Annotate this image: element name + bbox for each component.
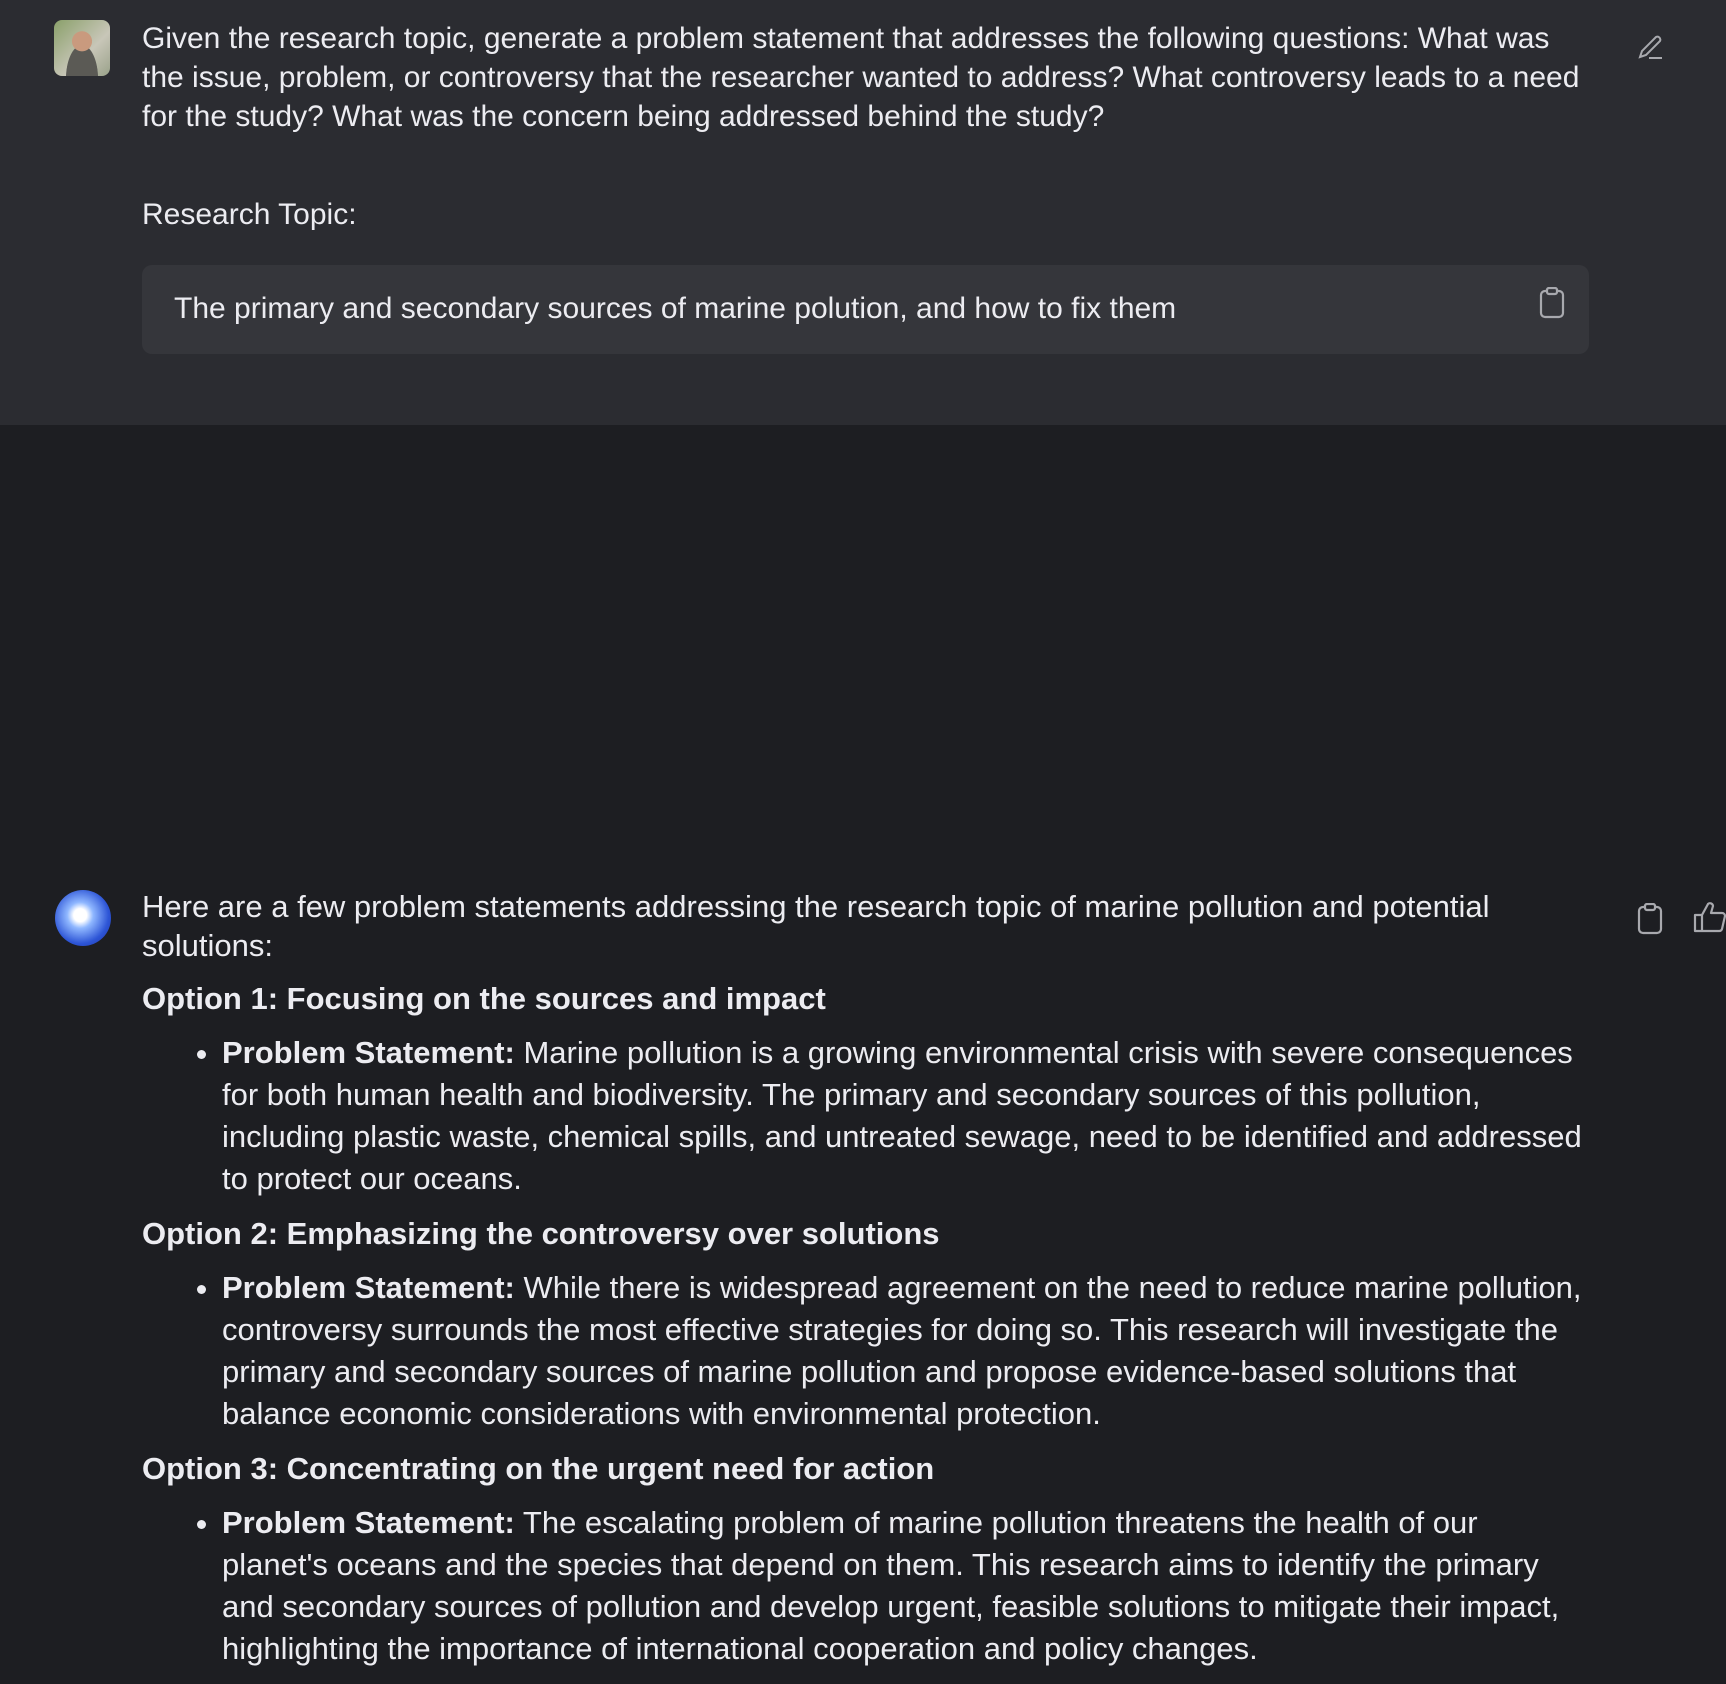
topic-code-text: The primary and secondary sources of marine polution, and how to fix them [174, 292, 1177, 325]
topic-label: Research Topic: [142, 198, 357, 231]
problem-statement-label: Problem Statement: [222, 1505, 515, 1540]
problem-statement-text: The escalating problem of marine pollution threatens the health of our planet's oceans and the species that depend on them. This research aims to identify the primary and secondary sources of pollution and develop urgent, feasible solutions to mitigate their impact, highlighting the importance of international cooperation and policy changes. [222, 1505, 1560, 1666]
option-heading: Option 3: Concentrating on the urgent need for action [142, 1451, 935, 1486]
option-heading: Option 1: Focusing on the sources and impact [142, 981, 826, 1016]
edit-icon[interactable] [1636, 33, 1664, 61]
problem-statement-text: While there is widespread agreement on the need to reduce marine pollution, controversy surrounds the most effective strategies for doing so. This research will investigate the primary and secondary sources of marine pollution and propose evidence-based solutions that balance economic considerations with environmental protection. [222, 1270, 1582, 1431]
thumbs-up-icon[interactable] [1693, 901, 1726, 933]
problem-statement-label: Problem Statement: [222, 1270, 515, 1305]
assistant-response [142, 887, 1582, 1684]
problem-statement-label: Problem Statement: [222, 1035, 515, 1070]
copy-code-icon[interactable] [1539, 287, 1565, 319]
user-prompt: Given the research topic, generate a problem statement that addresses the following questions: What was the issue, problem, or controversy that the researcher wanted to address? What controversy leads to a need for the study? What was the concern being addressed behind the study? [142, 22, 1580, 133]
assistant-avatar [55, 890, 111, 946]
user-message [0, 0, 1726, 425]
problem-statement [222, 1502, 1582, 1670]
problem-statement-text: Marine pollution is a growing environmental crisis with severe consequences for both human health and biodiversity. The primary and secondary sources of this pollution, including plastic waste, chemical spills, and untreated sewage, need to be identified and addressed to protect our oceans. [222, 1035, 1582, 1196]
problem-statement [222, 1032, 1582, 1200]
problem-statement [222, 1267, 1582, 1435]
response-intro: Here are a few problem statements addressing the research topic of marine pollution and potential solutions: [142, 889, 1490, 963]
copy-icon[interactable] [1637, 903, 1663, 935]
user-avatar [54, 20, 110, 76]
topic-code-block [142, 265, 1589, 354]
option-heading: Option 2: Emphasizing the controversy over solutions [142, 1216, 940, 1251]
